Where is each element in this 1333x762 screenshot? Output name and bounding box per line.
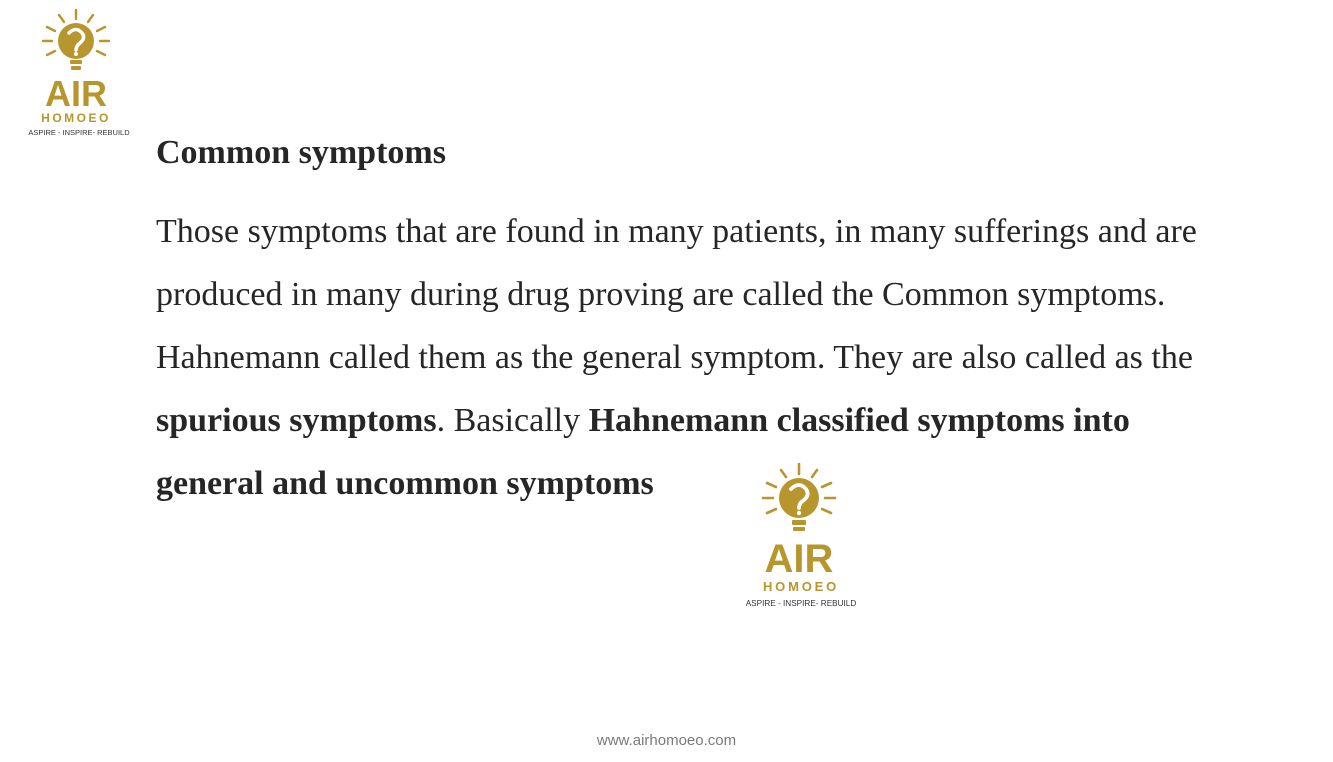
logo-air-text: AIR [45,73,107,114]
bold-term-spurious: spurious symptoms [156,402,437,439]
logo-air-text: AIR [764,537,834,581]
air-homoeo-logo-center [742,462,860,610]
body-text: Those symptoms that are found in many patients, in many sufferings and are [156,213,1197,250]
body-text: Hahnemann called them as the general symptom. They are also called as the [156,339,1193,376]
body-line-5 [156,452,1276,515]
logo-homoeo-text: HOMOEO [762,579,840,594]
slide-body [156,200,1276,515]
air-homoeo-logo [24,8,136,138]
body-line-4 [156,389,1276,452]
footer-url: www.airhomoeo.com [596,732,737,749]
logo-homoeo-text: HOMOEO [41,111,111,125]
body-text: produced in many during drug proving are called the Common symptoms. [156,276,1166,313]
body-line-1 [156,200,1276,263]
logo-tagline-text: ASPIRE - INSPIRE- REBUILD [28,128,130,137]
body-text: . Basically [436,402,589,439]
slide-heading: Common symptoms [156,134,446,171]
bold-term-classification: Hahnemann classified symptoms into [588,402,1130,439]
body-line-3 [156,326,1276,389]
logo-tagline-text: ASPIRE - INSPIRE- REBUILD [745,599,857,608]
body-line-2 [156,263,1276,326]
bold-term-general-uncommon: general and uncommon symptoms [156,465,654,502]
